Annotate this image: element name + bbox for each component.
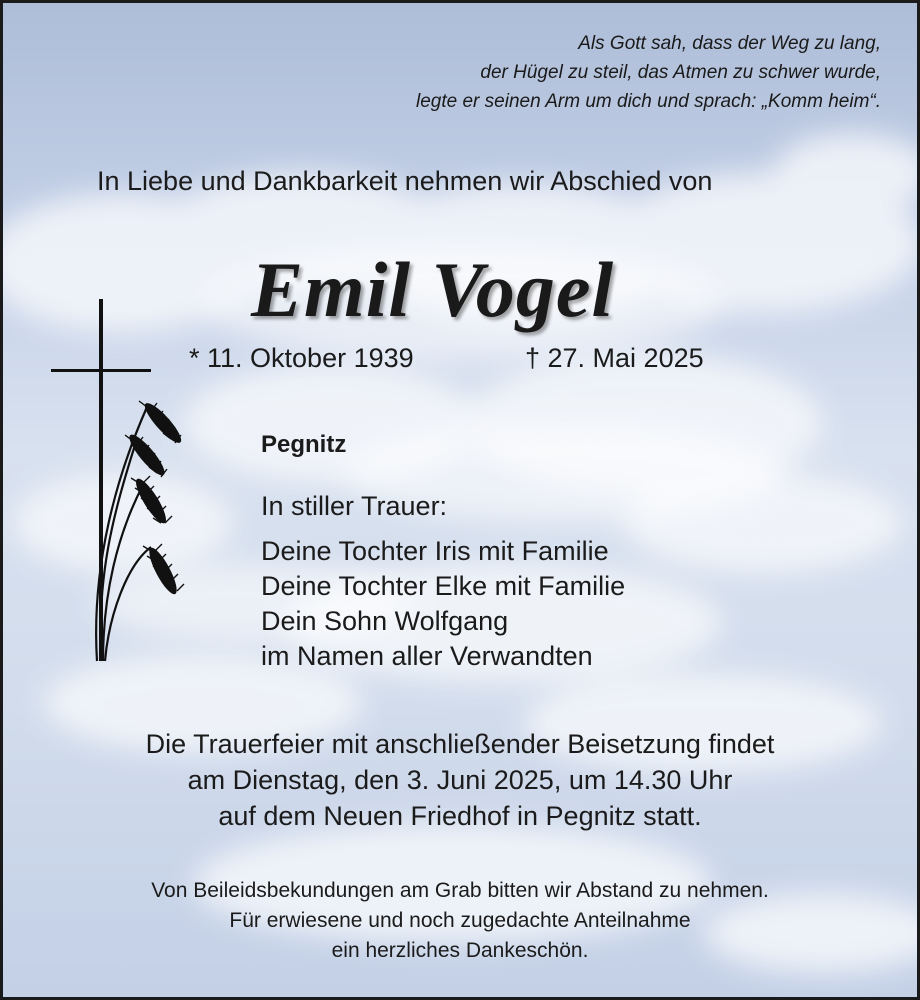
cross-wheat-emblem [47, 295, 197, 667]
intro-text: In Liebe und Dankbarkeit nehmen wir Abschied von [97, 166, 713, 196]
service-line-3: auf dem Neuen Friedhof in Pegnitz statt. [218, 801, 702, 831]
service-line-1: Die Trauerfeier mit anschließender Beisetzung findet [145, 729, 775, 759]
footer-line-2: Für erwiesene und noch zugedachte Anteilnahme [229, 909, 691, 932]
mourner-line-2: Deine Tochter Elke mit Familie [261, 571, 626, 601]
mourner-line-3: Dein Sohn Wolfgang [261, 606, 509, 636]
quote-line-2: der Hügel zu steil, das Atmen zu schwer wurde, [480, 62, 881, 83]
wheat-icon [96, 399, 185, 661]
death-date: † 27. Mai 2025 [525, 343, 704, 373]
quote-line-3: legte er seinen Arm um dich und sprach: „Komm heim“. [416, 91, 881, 112]
mourner-line-4: im Namen aller Verwandten [261, 641, 593, 671]
quote-line-1: Als Gott sah, dass der Weg zu lang, [578, 33, 881, 54]
birth-date: * 11. Oktober 1939 [189, 343, 414, 373]
mourners-heading: In stiller Trauer: [261, 491, 448, 521]
mourner-line-1: Deine Tochter Iris mit Familie [261, 536, 609, 566]
footer-line-1: Von Beileidsbekundungen am Grab bitten wir Abstand zu nehmen. [151, 879, 769, 902]
deceased-name: Emil Vogel [251, 246, 615, 333]
place-of-residence: Pegnitz [261, 431, 347, 458]
service-line-2: am Dienstag, den 3. Juni 2025, um 14.30 Uhr [187, 765, 733, 795]
footer-line-3: ein herzliches Dankeschön. [331, 939, 589, 962]
